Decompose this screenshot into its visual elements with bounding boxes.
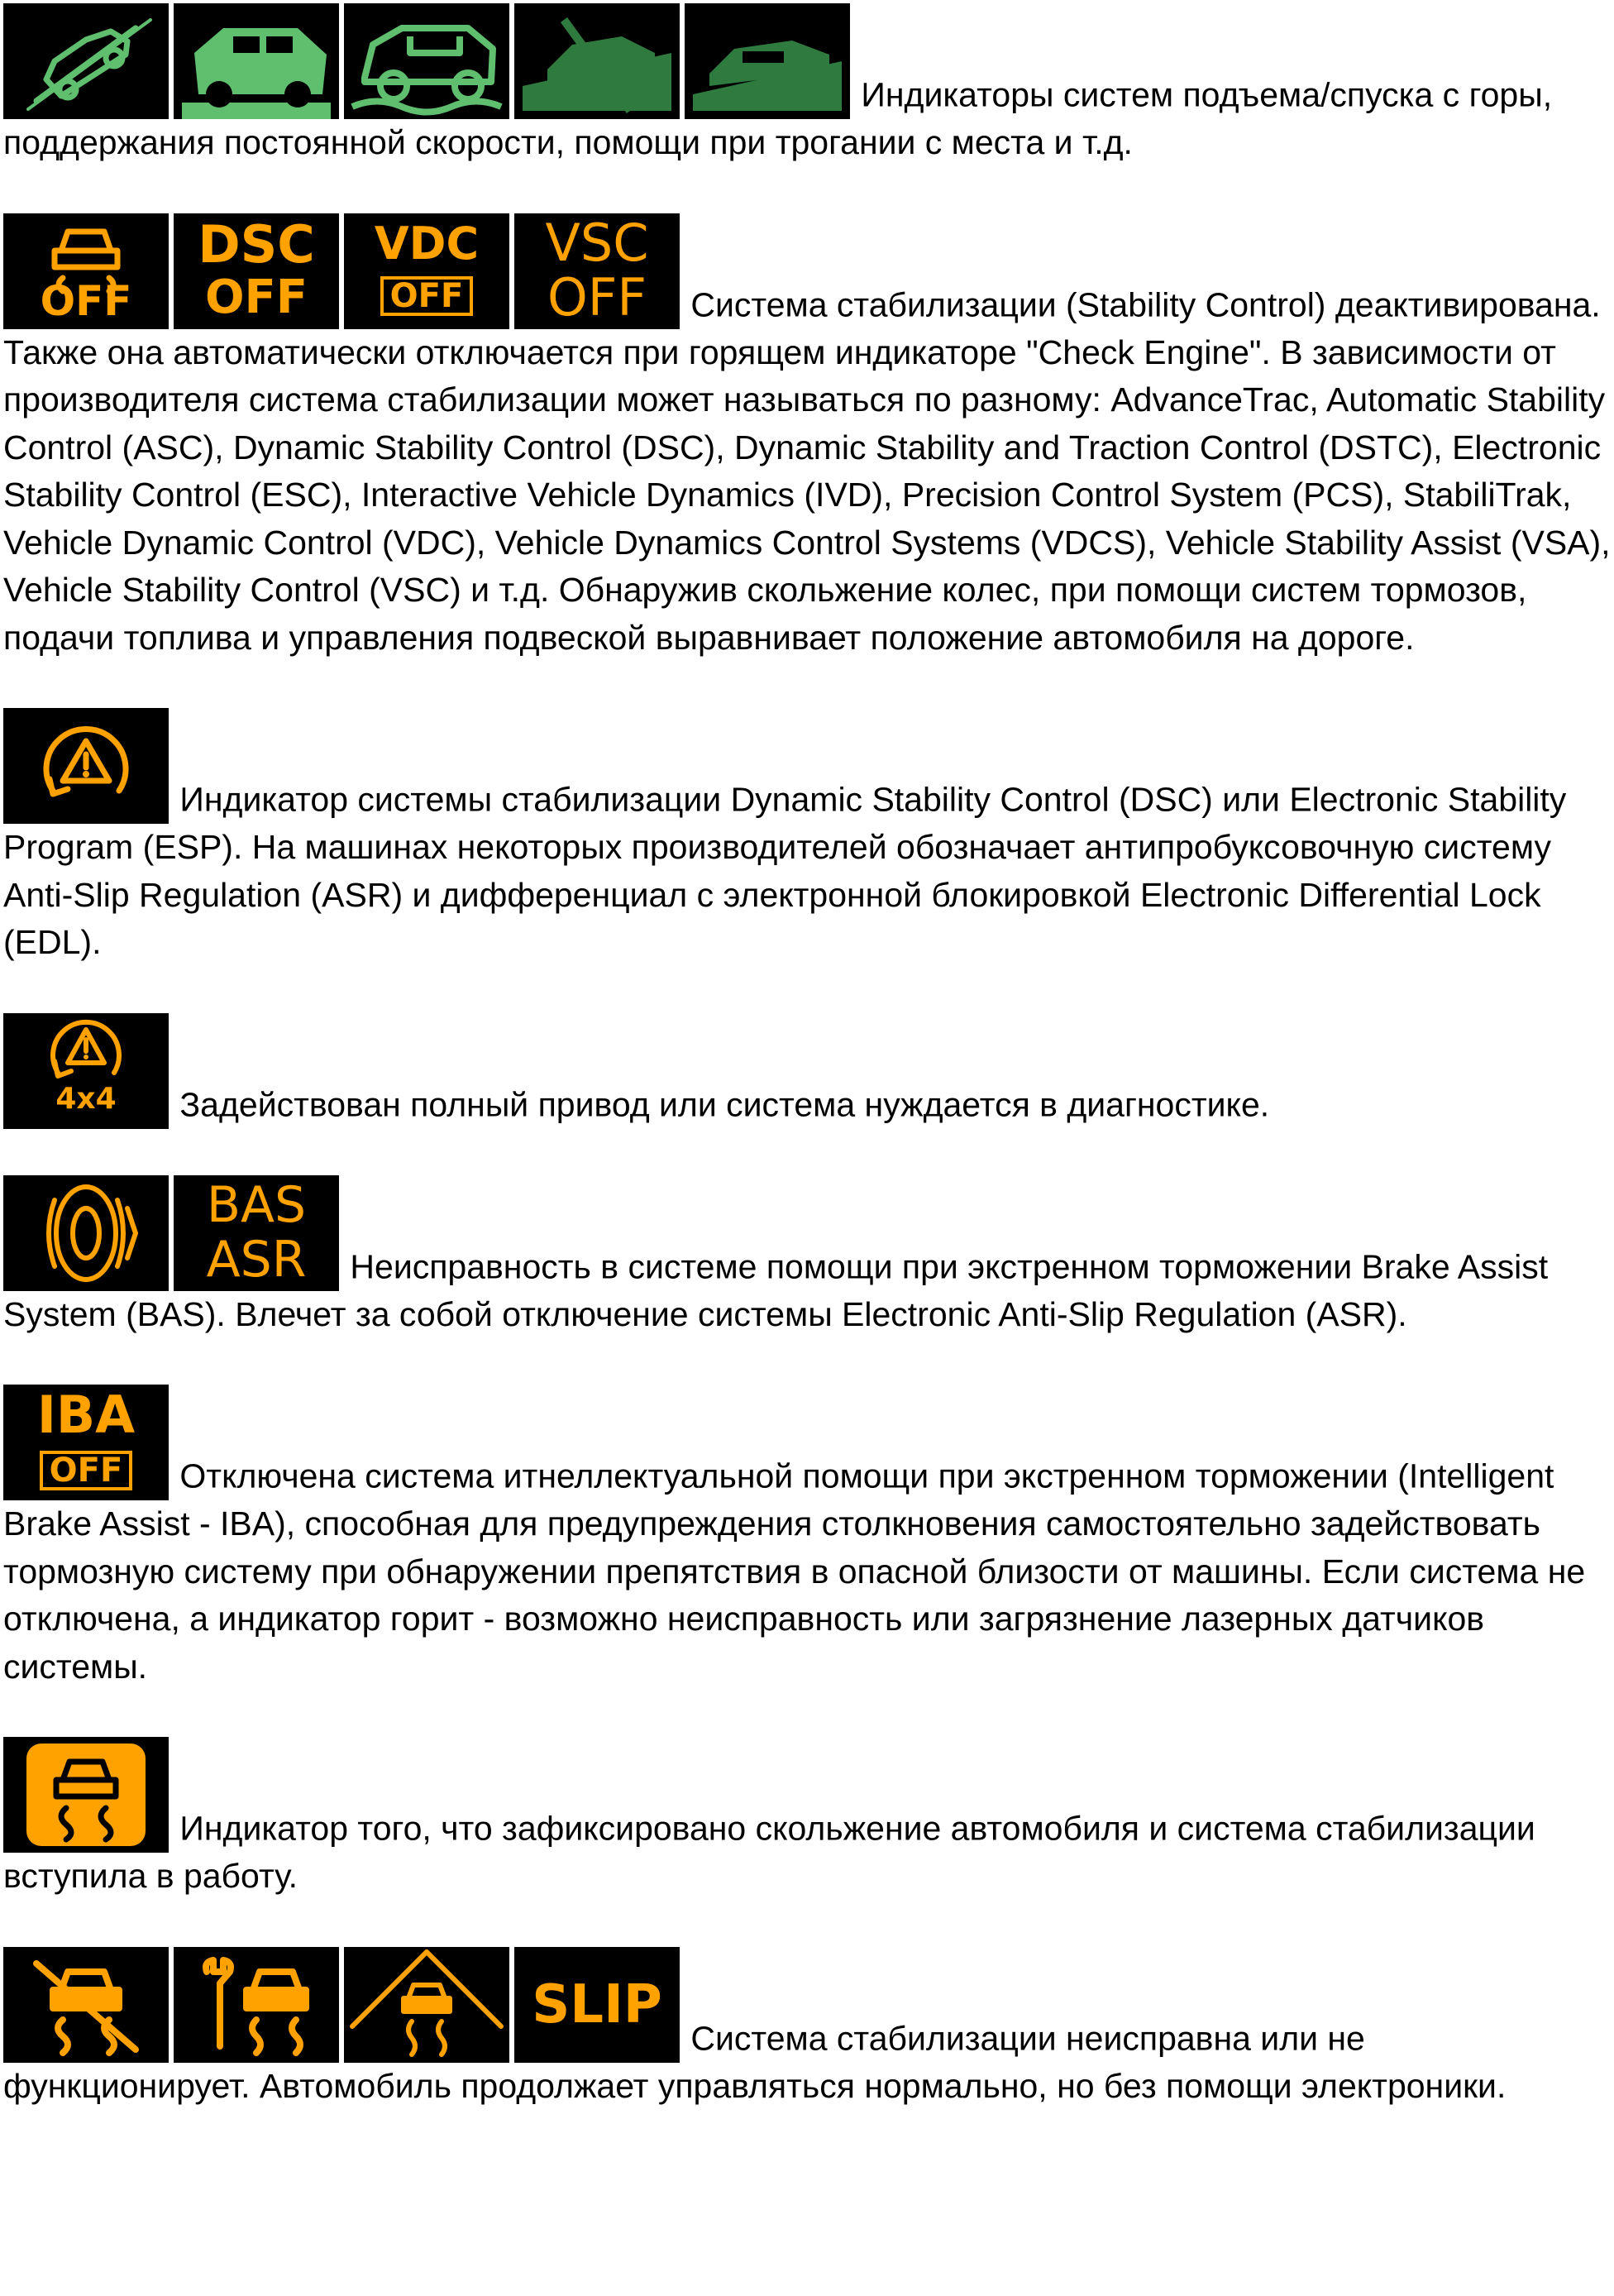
- slope-car-crossed-icon: [514, 3, 680, 119]
- entry-text: Неисправность в системе помощи при экстренном торможении Brake Assist System (BAS). Влечет за собой отключение системы Electronic Anti-Slip Regulation (ASR).: [3, 1247, 1549, 1333]
- icon-line1: VDC: [374, 217, 480, 270]
- document: [3, 3, 1611, 2156]
- icon-line2: ASR: [206, 1230, 307, 1289]
- dsc-off-icon: [174, 213, 339, 329]
- entry-text: Индикаторы систем подъема/спуска с горы, поддержания постоянной скорости, помощи при трогании с места и т.д.: [3, 75, 1553, 161]
- icon-line1: VSC: [545, 213, 649, 273]
- paragraph: [3, 1947, 1611, 2111]
- vsc-off-icon: [514, 213, 680, 329]
- icon-line1: DSC: [198, 213, 315, 275]
- paragraph: [3, 1175, 1611, 1339]
- entry-text: Система стабилизации неисправна или не функционирует. Автомобиль продолжает управляться нормально, но без помощи электроники.: [3, 2019, 1507, 2105]
- entry-skid-active: [3, 1737, 1611, 1901]
- icon-line2: OFF: [380, 276, 474, 316]
- paragraph: [3, 708, 1611, 967]
- icon-line2: OFF: [40, 1451, 133, 1490]
- paragraph: [3, 3, 1611, 167]
- entry-text: Индикатор того, что зафиксировано скольжение автомобиля и система стабилизации вступила в работу.: [3, 1809, 1535, 1895]
- hill-climb-car-icon: [174, 3, 339, 119]
- paragraph: [3, 1737, 1611, 1901]
- entry-hill-systems: [3, 3, 1611, 167]
- vdc-off-icon: [344, 213, 509, 329]
- entry-stability-off: [3, 213, 1611, 662]
- icon-caption: 4x4: [55, 1081, 117, 1116]
- offroad-car-icon: [344, 3, 509, 119]
- slope-car-icon: [685, 3, 850, 119]
- icon-caption: OFF: [40, 276, 132, 325]
- skid-car-crossed-icon: [3, 1947, 169, 2063]
- paragraph: [3, 1013, 1611, 1129]
- slip-icon: [514, 1947, 680, 2063]
- icon-line2: OFF: [547, 266, 647, 328]
- tire-brake-icon: [3, 1175, 169, 1291]
- entry-text: Система стабилизации (Stability Control) деактивирована. Также она автоматически отключается при горящем индикаторе "Check Engine". В зависимости от производителя система стабилизации может называться по разному: AdvanceTrac, Automatic Stability Control (ASC), Dynamic Stability Control (DSC), Dynamic Stability and Traction Control (DSTC), Electronic Stability Control (ESC), Interactive Vehicle Dynamics (IVD), Precision Control System (PCS), StabiliTrak, Vehicle Dynamic Control (VDC), Vehicle Dynamics Control Systems (VDCS), Vehicle Stability Assist (VSA), Vehicle Stability Control (VSC) и т.д. Обнаружив скольжение колес, при помощи систем тормозов, подачи топлива и управления подвеской выравнивает положение автомобиля на дороге.: [3, 285, 1611, 657]
- icon-line1: BAS: [206, 1175, 307, 1234]
- skid-car-filled-icon: [3, 1737, 169, 1853]
- skid-car-off-icon: [3, 213, 169, 329]
- paragraph: [3, 1385, 1611, 1691]
- entry-text: Отключена система итнеллектуальной помощи при экстренном торможении (Intelligent Brake Assist - IBA), способная для предупреждения столкновения самостоятельно задействовать тормозную систему при обнаружении препятствия в опасной близости от машины. Если система не отключена, а индикатор горит - возможно неисправность или загрязнение лазерных датчиков системы.: [3, 1457, 1586, 1686]
- icon-line1: SLIP: [532, 1973, 662, 2035]
- warning-circle-arrow-icon: [3, 708, 169, 824]
- entry-bas: [3, 1175, 1611, 1339]
- warning-4x4-icon: [3, 1013, 169, 1129]
- icon-line1: IBA: [36, 1385, 136, 1445]
- entry-dsc-esp: [3, 708, 1611, 967]
- entry-stability-fault: [3, 1947, 1611, 2111]
- triangle-skid-car-icon: [344, 1947, 509, 2063]
- entry-iba: [3, 1385, 1611, 1691]
- hill-descent-car-icon: [3, 3, 169, 119]
- entry-4x4: [3, 1013, 1611, 1129]
- entry-text: Индикатор системы стабилизации Dynamic Stability Control (DSC) или Electronic Stability Program (ESP). На машинах некоторых производителей обозначает антипробуксовочную систему Anti-Slip Regulation (ASR) и дифференциал с электронной блокировкой Electronic Differential Lock (EDL).: [3, 780, 1567, 961]
- iba-off-icon: [3, 1385, 169, 1500]
- bas-asr-icon: [174, 1175, 339, 1291]
- paragraph: [3, 213, 1611, 662]
- wrench-skid-car-icon: [174, 1947, 339, 2063]
- entry-text: Задействован полный привод или система нуждается в диагностике.: [179, 1085, 1270, 1123]
- icon-line2: OFF: [204, 270, 308, 324]
